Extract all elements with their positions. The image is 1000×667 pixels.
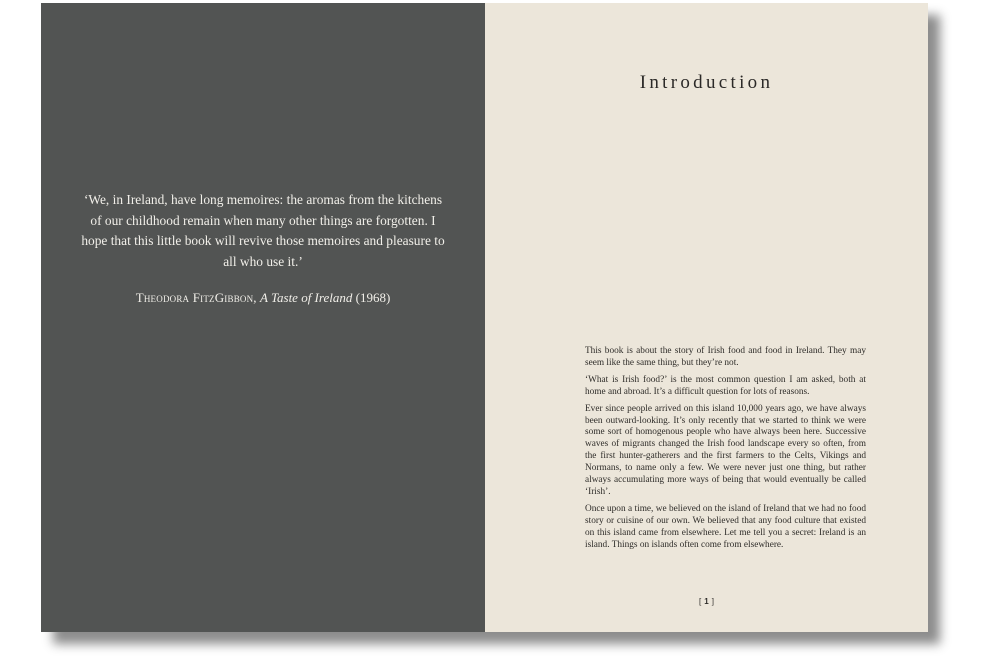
folio-open-bracket: [: [699, 597, 702, 606]
attribution-book-title: A Taste of Ireland: [260, 290, 353, 305]
left-page: [41, 3, 485, 632]
right-page: [485, 3, 928, 632]
epigraph-quote: ‘We, in Ireland, have long memoires: the aromas from the kitchens of our childhood remain when many other things are forgotten. I hope that this little book will revive those memoires and pleasure to all who use it.’: [81, 192, 445, 269]
body-text: [585, 346, 866, 557]
attribution-year: (1968): [355, 290, 391, 305]
epigraph-attribution: [41, 290, 485, 306]
paragraph: This book is about the story of Irish food and food in Ireland. They may seem like the same thing, but they’re not.: [585, 346, 866, 368]
book-spread: [41, 3, 928, 632]
paragraph: ‘What is Irish food?’ is the most common question I am asked, both at home and abroad. It’s a difficult question for lots of reasons.: [585, 374, 866, 397]
attribution-author: Theodora FitzGibbon,: [135, 290, 257, 305]
folio-number: 1: [704, 597, 709, 606]
chapter-title: Introduction: [639, 72, 774, 93]
folio-close-bracket: ]: [711, 597, 714, 606]
paragraph: Ever since people arrived on this island 10,000 years ago, we have always been outward-looking. It’s only recently that we started to think we were some sort of homogenous people who have always been here. Successive waves of migrants changed the Irish food landscape every so often, from the first hunter-gatherers and the first farmers to the Celts, Vikings and Normans, to name only a few. We were never just one thing, but rather always accumulating more ways of being that would eventually be called ‘Irish’.: [585, 403, 866, 497]
page-number: [485, 597, 928, 606]
paragraph: Once upon a time, we believed on the island of Ireland that we had no food story or cuisine of our own. We believed that any food culture that existed on this island came from elsewhere. Let me tell you a secret: Ireland is an island. Things on islands often come from elsewhere.: [585, 503, 866, 550]
